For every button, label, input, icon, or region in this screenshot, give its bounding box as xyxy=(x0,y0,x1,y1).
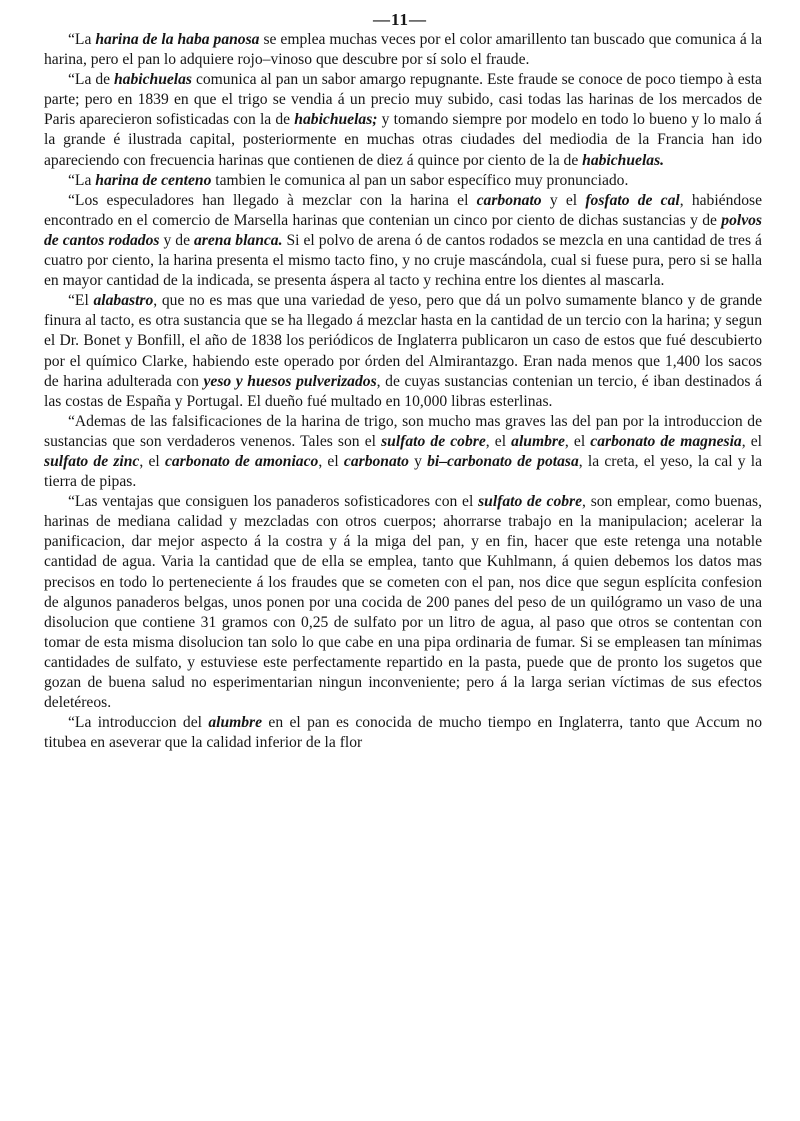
paragraph xyxy=(44,713,762,753)
italic-term: fosfato de cal xyxy=(585,191,680,209)
italic-term: yeso y huesos pulverizados xyxy=(203,372,377,390)
text-run: “Las ventajas que consiguen los panaderos sofisticadores con el xyxy=(68,493,479,511)
text-run: , son emplear, como buenas, harinas de mediana calidad y mezcladas con otros cuerpos; ahorrarse trabajo en la manipulacion; acelerar la panificacion, dar mejor aspecto á la costra y á la miga del pan, y en fin, hacer que este retenga una notable cantidad de agua. Varia la cantidad que de ella se emplea, tanto que Kuhlmann, á quien debemos los datos mas precisos en todo lo perteneciente á los fraudes que se cometen con el pan, nos dice que segun esplícita confesion de algunos panaderos belgas, unos ponen por una cocida de 200 panes del peso de un quilógramo un vaso de una disolucion que contiene 31 gramos con 0,25 de sulfato por un litro de agua, al paso que otros se contentan con tomar de esta misma disolucion tan solo lo que cabe en una pipa ordinaria de fumar. Si se empleasen tan mínimas cantidades de sulfato, y estuviese este perfectamente repartido en la pasta, puede que de pronto los sugetos que gozan de buena salud no esperimentarian ningun inconveniente; pero á la larga serian víctimas de sus efectos deletéreos. xyxy=(44,493,762,712)
italic-term: harina de centeno xyxy=(95,171,212,189)
italic-term: carbonato de amoniaco xyxy=(164,452,319,470)
italic-term: alabastro xyxy=(93,292,154,310)
italic-term: carbonato xyxy=(476,191,542,209)
italic-term: habichuelas; xyxy=(294,111,378,129)
paragraph xyxy=(44,171,762,191)
italic-term: alumbre xyxy=(511,432,565,450)
text-run: en el pan es conocida de mucho tiempo en Inglaterra, tanto que Accum no titubea en aseverar que la calidad inferior de la flor xyxy=(44,714,763,752)
text-run: , la creta, el yeso, la cal y la tierra de pipas. xyxy=(44,452,763,491)
paragraph xyxy=(44,492,762,713)
page-number: —11— xyxy=(372,10,428,29)
text-run: , el xyxy=(564,432,591,450)
italic-term: habichuelas xyxy=(114,71,192,89)
text-run: comunica al pan un sabor amargo repugnante. Este fraude se conoce de poco tiempo à esta parte; pero en 1839 en que el trigo se vendia á un precio muy subido, casi todas las harinas de los mercados de Paris aparecieron sofisticadas con la de xyxy=(44,71,762,129)
italic-term: harina de la haba panosa xyxy=(95,31,260,48)
paragraph xyxy=(44,191,762,291)
text-run: y el xyxy=(541,191,586,209)
text-run: se emplea muchas veces por el color amarillento tan buscado que comunica á la harina, pero el pan lo adquiere rojo–vinoso que descubre por sí solo el fraude. xyxy=(44,31,762,69)
text-run: y xyxy=(408,452,428,470)
paragraph xyxy=(44,291,762,412)
text-run: “El xyxy=(68,292,94,310)
text-run: “Ademas de las falsificaciones de la harina de trigo, son mucho mas graves las del pan por la introduccion de sustancias que son verdaderos venenos. Tales son el xyxy=(44,412,762,450)
italic-term: bi–carbonato de potasa xyxy=(427,452,579,470)
text-run: “La xyxy=(68,31,96,48)
italic-term: sulfato de zinc xyxy=(44,452,140,470)
italic-term: habichuelas. xyxy=(582,151,665,169)
paragraph xyxy=(44,412,762,492)
text-run: , el xyxy=(318,452,344,470)
text-run: , el xyxy=(741,432,763,450)
paragraph xyxy=(44,70,762,170)
text-run: Si el polvo de arena ó de cantos rodados se mezcla en una cantidad de tres á cuatro por ciento, la harina presenta el mismo tacto fino, y no cruje mascándola, cual si fuese pura, pero si se halla en mayor cantidad de la indicada, se presenta áspera al tacto y rechina entre los dientes al mascarla. xyxy=(44,231,762,290)
paragraph xyxy=(44,30,762,70)
text-run: , que no es mas que una variedad de yeso, pero que dá un polvo sumamente blanco y de grande finura al tacto, es otra sustancia que se ha llegado á mezclar hasta en la cantidad de un tercio con la harina; y segun el Dr. Bonet y Bonfill, el año de 1838 los periódicos de Inglaterra publicaron un caso de estos que fué descubierto por el químico Clarke, habiendo este operado por órden del Almirantazgo. Eran nada menos que 1,400 los sacos de harina adulterada con xyxy=(44,292,762,390)
text-run: “La introduccion del xyxy=(68,714,209,732)
text-run: “La xyxy=(68,171,96,189)
italic-term: polvos de cantos rodados xyxy=(44,211,762,249)
text-run: “La de xyxy=(68,71,114,89)
text-run: , habiéndose encontrado en el comercio de Marsella harinas que contenian un cinco por ciento de dichas sustancias y de xyxy=(44,191,762,229)
text-run: tambien le comunica al pan un sabor específico muy pronunciado. xyxy=(211,171,629,189)
text-run: y de xyxy=(159,231,194,249)
italic-term: arena blanca. xyxy=(194,231,283,249)
text-run: “Los especuladores han llegado à mezclar con la harina el xyxy=(68,191,477,209)
italic-term: sulfato de cobre xyxy=(478,493,583,511)
text-run: , el xyxy=(485,432,512,450)
text-run: y tomando siempre por modelo en todo lo bueno y lo malo á la grande é ilustrada capital, posteriormente en muchas otras ciudades del mediodia de la Francia han ido apareciendo con frecuencia harinas que contienen de diez á quince por ciento de la de xyxy=(44,111,762,169)
italic-term: carbonato de magnesia xyxy=(590,432,742,450)
italic-term: carbonato xyxy=(343,452,409,470)
italic-term: alumbre xyxy=(208,714,263,732)
italic-term: sulfato de cobre xyxy=(381,432,486,450)
text-run: , el xyxy=(139,452,165,470)
body-text xyxy=(44,30,762,753)
text-run: , de cuyas sustancias contenian un tercio, é iban destinados á las costas de España y Portugal. El dueño fué multado en 10,000 libras esterlinas. xyxy=(44,372,762,410)
